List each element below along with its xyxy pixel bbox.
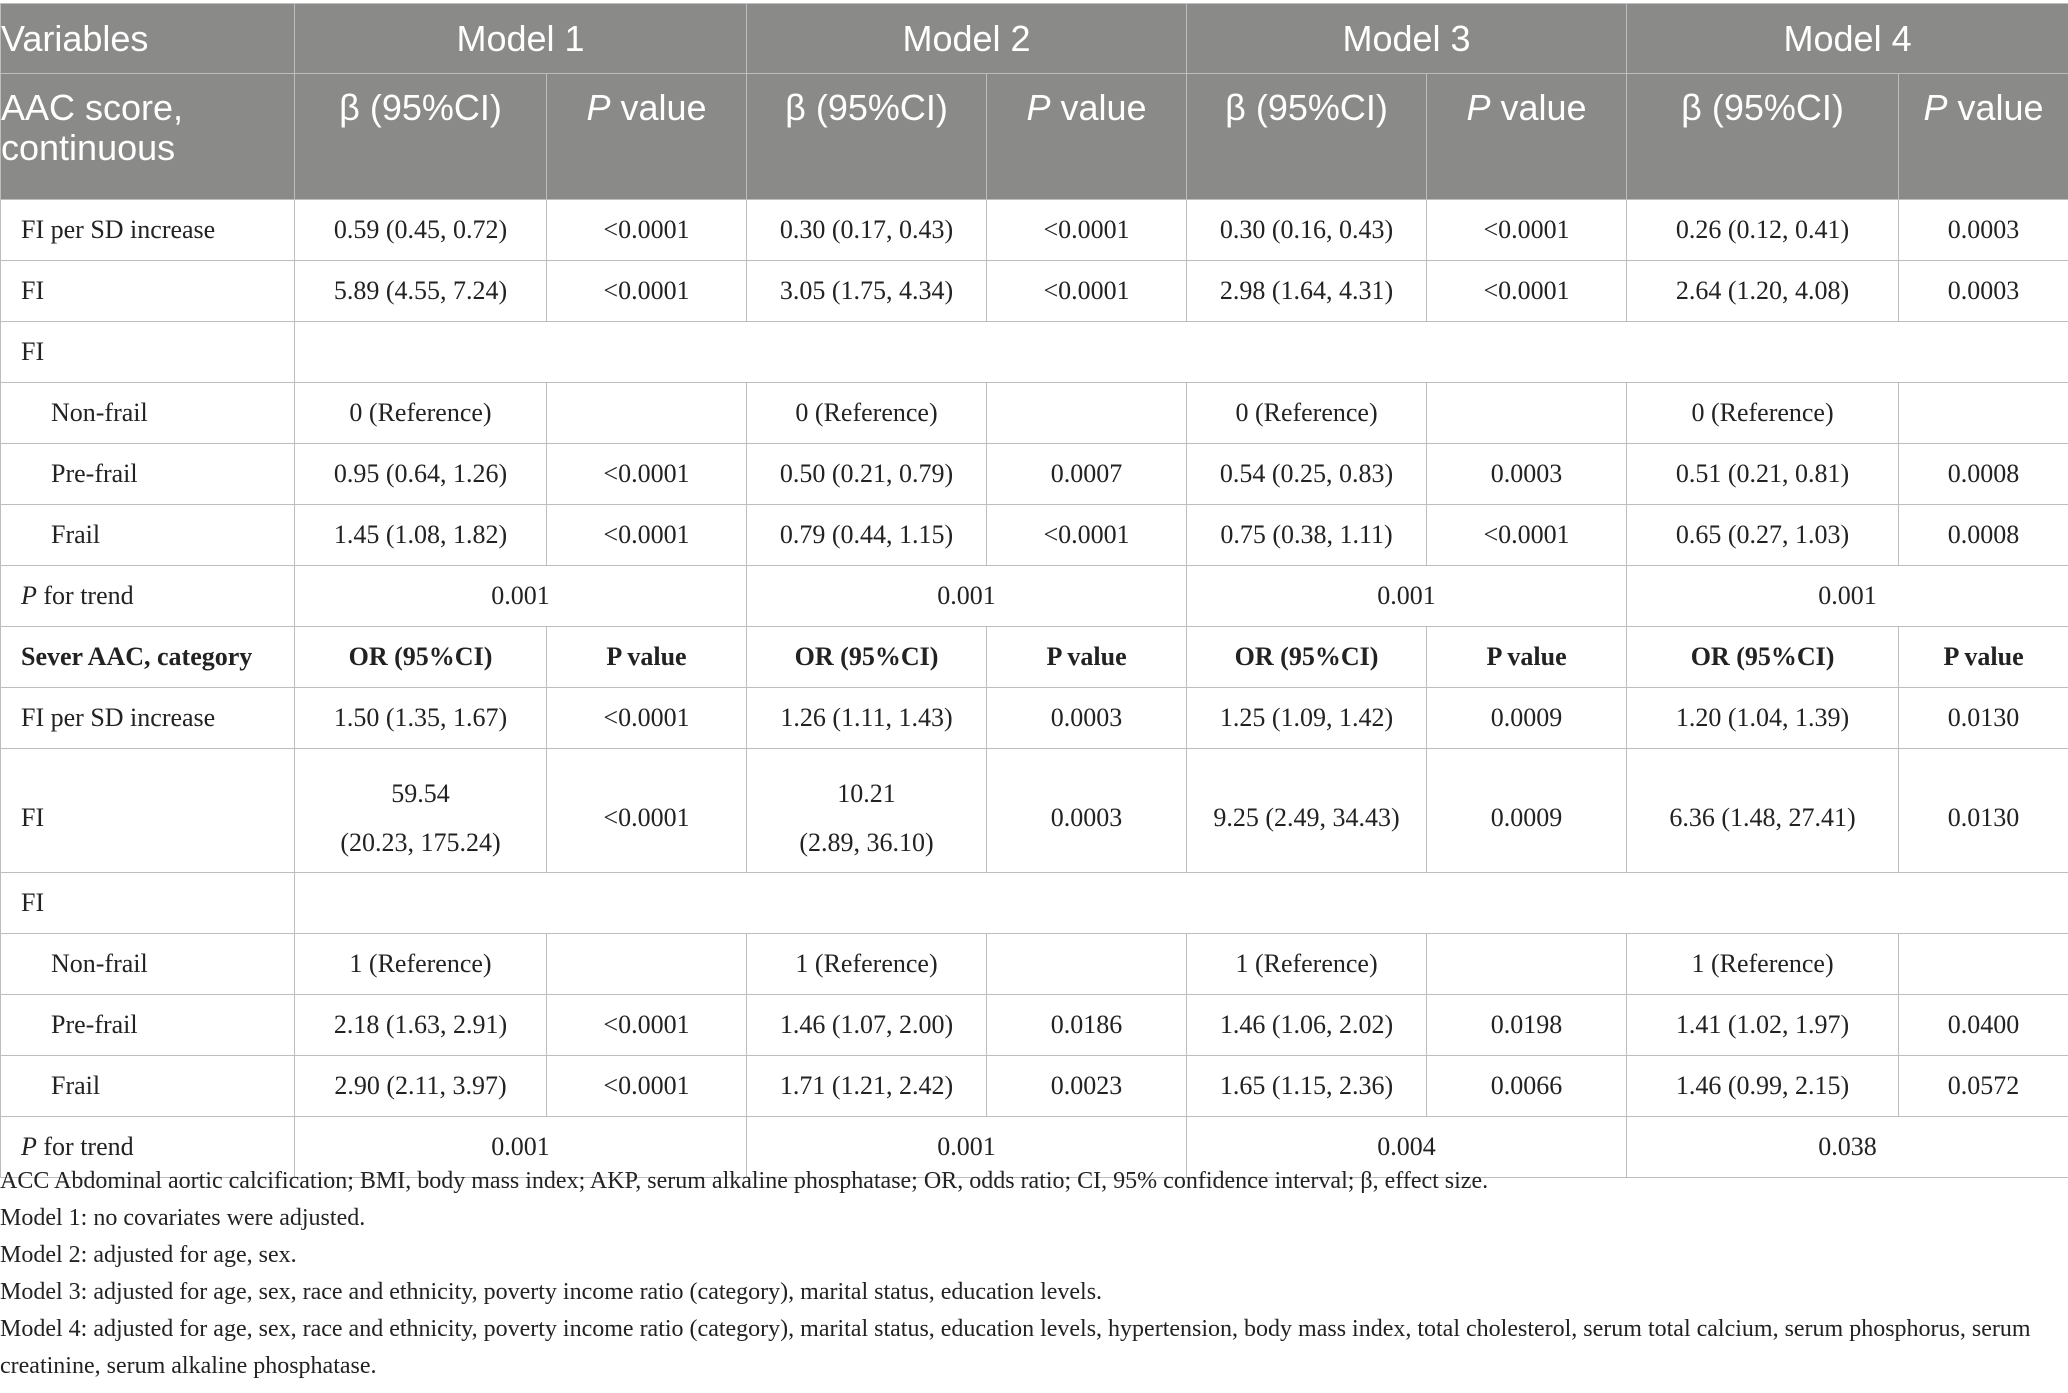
table-cell: 0.0003 — [1427, 444, 1627, 505]
table-cell: <0.0001 — [1427, 200, 1627, 261]
table-cell: 0.50 (0.21, 0.79) — [747, 444, 987, 505]
variables-header: Variables — [1, 4, 295, 74]
table-cell — [547, 383, 747, 444]
table-cell: 0.30 (0.16, 0.43) — [1187, 200, 1427, 261]
row-label: Pre-frail — [1, 444, 295, 505]
table-row — [1, 688, 2068, 749]
table-cell: <0.0001 — [987, 261, 1187, 322]
table-cell: 0.30 (0.17, 0.43) — [747, 200, 987, 261]
header-row-stats — [1, 74, 2068, 200]
table-row — [1, 566, 2068, 627]
group-label: FI — [1, 873, 295, 934]
beta-header: β (95%CI) — [295, 74, 547, 200]
table-row — [1, 383, 2068, 444]
table-cell: 0.0009 — [1427, 688, 1627, 749]
table-cell — [987, 934, 1187, 995]
table-cell: 1.20 (1.04, 1.39) — [1627, 688, 1899, 749]
table-cell: 0.75 (0.38, 1.11) — [1187, 505, 1427, 566]
table-cell: 0.65 (0.27, 1.03) — [1627, 505, 1899, 566]
model-3-header: Model 3 — [1187, 4, 1627, 74]
table-cell: 0 (Reference) — [1627, 383, 1899, 444]
row-label: FI — [1, 749, 295, 873]
section-header-row — [1, 627, 2068, 688]
trend-value: 0.001 — [747, 566, 1187, 627]
table-cell — [1899, 383, 2068, 444]
table-cell: <0.0001 — [547, 200, 747, 261]
row-label: Frail — [1, 505, 295, 566]
footnote-model-3: Model 3: adjusted for age, sex, race and ethnicity, poverty income ratio (category), marital status, education levels. — [0, 1279, 1103, 1305]
table-cell: <0.0001 — [547, 261, 747, 322]
table-cell: 6.36 (1.48, 27.41) — [1627, 749, 1899, 873]
group-label: FI — [1, 322, 295, 383]
table-cell: 0.51 (0.21, 0.81) — [1627, 444, 1899, 505]
table-cell: 0.0400 — [1899, 995, 2068, 1056]
table-cell: 0 (Reference) — [1187, 383, 1427, 444]
row-label: Pre-frail — [1, 995, 295, 1056]
table-row — [1, 1056, 2068, 1117]
table-row — [1, 444, 2068, 505]
table-row — [1, 505, 2068, 566]
table-cell: 1.71 (1.21, 2.42) — [747, 1056, 987, 1117]
beta-header: β (95%CI) — [1187, 74, 1427, 200]
p-for-trend-label: P for trend — [1, 1117, 295, 1178]
table-cell: 5.89 (4.55, 7.24) — [295, 261, 547, 322]
table-cell: OR (95%CI) — [747, 627, 987, 688]
trend-value: 0.001 — [1187, 566, 1627, 627]
p-value-header: P value — [987, 74, 1187, 200]
regression-table — [0, 3, 2068, 1178]
table-cell: 59.54 (20.23, 175.24) — [295, 749, 547, 873]
trend-value: 0.001 — [295, 566, 747, 627]
table-row — [1, 995, 2068, 1056]
table-cell: 0.0198 — [1427, 995, 1627, 1056]
row-label: Frail — [1, 1056, 295, 1117]
table-cell: 2.18 (1.63, 2.91) — [295, 995, 547, 1056]
table-cell: 0.0009 — [1427, 749, 1627, 873]
table-cell: 1.65 (1.15, 2.36) — [1187, 1056, 1427, 1117]
row-label: Non-frail — [1, 934, 295, 995]
table-cell: 3.05 (1.75, 4.34) — [747, 261, 987, 322]
table-cell: <0.0001 — [547, 688, 747, 749]
p-for-trend-label: P for trend — [1, 566, 295, 627]
table-cell — [1427, 934, 1627, 995]
trend-value: 0.038 — [1627, 1117, 2068, 1178]
table-cell: 0.0007 — [987, 444, 1187, 505]
table-row — [1, 934, 2068, 995]
table-cell: <0.0001 — [987, 200, 1187, 261]
table-cell: <0.0001 — [547, 1056, 747, 1117]
table-cell: 1.26 (1.11, 1.43) — [747, 688, 987, 749]
table-row — [1, 749, 2068, 873]
table-cell: 2.98 (1.64, 4.31) — [1187, 261, 1427, 322]
model-4-header: Model 4 — [1627, 4, 2068, 74]
table-cell: 0.0003 — [1899, 261, 2068, 322]
footnote-model-1: Model 1: no covariates were adjusted. — [0, 1205, 366, 1231]
table-cell: <0.0001 — [547, 505, 747, 566]
table-cell: 0.0003 — [987, 749, 1187, 873]
table-cell: 2.90 (2.11, 3.97) — [295, 1056, 547, 1117]
table-cell: 0.95 (0.64, 1.26) — [295, 444, 547, 505]
table-cell: <0.0001 — [1427, 505, 1627, 566]
table-cell: 1 (Reference) — [295, 934, 547, 995]
table-cell: <0.0001 — [547, 749, 747, 873]
empty-span-cell — [295, 873, 2068, 934]
table-cell: 0.0008 — [1899, 505, 2068, 566]
table-cell: 0 (Reference) — [747, 383, 987, 444]
table-cell: 0.0008 — [1899, 444, 2068, 505]
p-value-header: P value — [1427, 74, 1627, 200]
table-footnotes — [0, 1163, 2068, 1385]
table-cell: <0.0001 — [547, 444, 747, 505]
table-cell: 0.0572 — [1899, 1056, 2068, 1117]
table-cell: 2.64 (1.20, 4.08) — [1627, 261, 1899, 322]
table-cell — [987, 383, 1187, 444]
table-row — [1, 322, 2068, 383]
table-cell: 0.26 (0.12, 0.41) — [1627, 200, 1899, 261]
table-cell: 0 (Reference) — [295, 383, 547, 444]
table-cell: 0.0186 — [987, 995, 1187, 1056]
table-cell: OR (95%CI) — [1627, 627, 1899, 688]
table-cell: P value — [1899, 627, 2068, 688]
table-cell: P value — [547, 627, 747, 688]
table-cell: 1.46 (0.99, 2.15) — [1627, 1056, 1899, 1117]
footnote-model-2: Model 2: adjusted for age, sex. — [0, 1242, 297, 1268]
table-cell: OR (95%CI) — [1187, 627, 1427, 688]
table-cell: 1 (Reference) — [1627, 934, 1899, 995]
beta-header: β (95%CI) — [747, 74, 987, 200]
footnote-abbreviations: ACC Abdominal aortic calcification; BMI, body mass index; AKP, serum alkaline phosphatase; OR, odds ratio; CI, 95% confidence interval; β, effect size. — [0, 1168, 1489, 1194]
table-cell: 0.0130 — [1899, 749, 2068, 873]
table-cell: 1.46 (1.06, 2.02) — [1187, 995, 1427, 1056]
table-row — [1, 200, 2068, 261]
footnote-model-4: Model 4: adjusted for age, sex, race and ethnicity, poverty income ratio (category), marital status, education levels, hypertension, body mass index, total cholesterol, serum total calcium, serum phosphorus, serum creatinine, serum alkaline phosphatase. — [0, 1316, 2031, 1379]
table-cell: 1.41 (1.02, 1.97) — [1627, 995, 1899, 1056]
table-cell: 1.50 (1.35, 1.67) — [295, 688, 547, 749]
row-label: FI per SD increase — [1, 200, 295, 261]
trend-value: 0.001 — [1627, 566, 2068, 627]
header-row-models — [1, 4, 2068, 74]
table-cell: 0.0023 — [987, 1056, 1187, 1117]
table-cell: P value — [1427, 627, 1627, 688]
section-header-aac-score: AAC score, continuous — [1, 74, 295, 200]
table-cell: 0.0066 — [1427, 1056, 1627, 1117]
trend-value: 0.004 — [1187, 1117, 1627, 1178]
table-cell: 10.21 (2.89, 36.10) — [747, 749, 987, 873]
table-cell: 0.0003 — [1899, 200, 2068, 261]
table-cell: P value — [987, 627, 1187, 688]
table-cell: 1 (Reference) — [1187, 934, 1427, 995]
table-cell: 1 (Reference) — [747, 934, 987, 995]
table-cell: 0.0003 — [987, 688, 1187, 749]
table-row — [1, 873, 2068, 934]
table-row — [1, 261, 2068, 322]
row-label: FI — [1, 261, 295, 322]
table-cell — [547, 934, 747, 995]
row-label: Non-frail — [1, 383, 295, 444]
beta-header: β (95%CI) — [1627, 74, 1899, 200]
table-cell: 0.79 (0.44, 1.15) — [747, 505, 987, 566]
row-label: FI per SD increase — [1, 688, 295, 749]
table-cell: 1.46 (1.07, 2.00) — [747, 995, 987, 1056]
table-cell: 1.25 (1.09, 1.42) — [1187, 688, 1427, 749]
table-cell — [1427, 383, 1627, 444]
table-cell: 0.54 (0.25, 0.83) — [1187, 444, 1427, 505]
trend-value: 0.001 — [295, 1117, 747, 1178]
section-label-sever-aac: Sever AAC, category — [1, 627, 295, 688]
table-cell: OR (95%CI) — [295, 627, 547, 688]
table-cell: <0.0001 — [987, 505, 1187, 566]
table-cell: 0.59 (0.45, 0.72) — [295, 200, 547, 261]
table-cell: 9.25 (2.49, 34.43) — [1187, 749, 1427, 873]
model-2-header: Model 2 — [747, 4, 1187, 74]
trend-value: 0.001 — [747, 1117, 1187, 1178]
model-1-header: Model 1 — [295, 4, 747, 74]
p-value-header: P value — [547, 74, 747, 200]
table-cell: 0.0130 — [1899, 688, 2068, 749]
p-value-header: P value — [1899, 74, 2068, 200]
table-cell: <0.0001 — [1427, 261, 1627, 322]
empty-span-cell — [295, 322, 2068, 383]
table-cell: 1.45 (1.08, 1.82) — [295, 505, 547, 566]
table-cell: <0.0001 — [547, 995, 747, 1056]
table-cell — [1899, 934, 2068, 995]
